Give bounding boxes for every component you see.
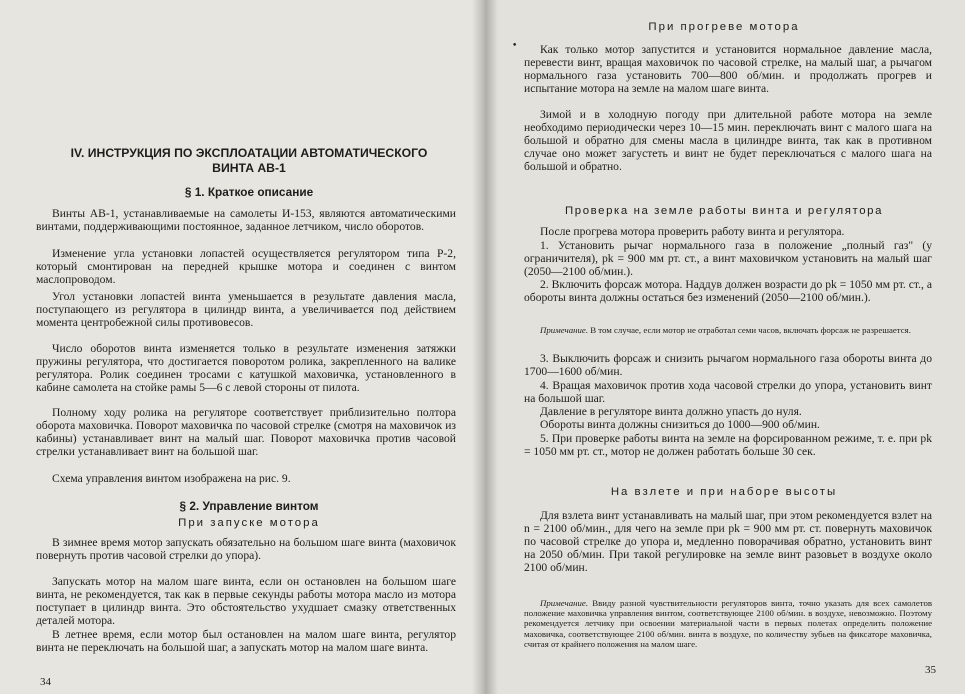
section1-paragraph: Полному ходу ролика на регуляторе соответствует приблизительно полтора оборота маховичка. Поворот маховичка по часовой стрелке (смотря на маховичок из кабины) устанавливает винт на малый шаг. Поворот маховичка против часовой стрелки устанавливает винт на большой шаг. (36, 406, 456, 458)
ground-check-paragraph: 5. При проверке работы винта на земле на форсированном режиме, т. е. при pk = 1050 мм рт. ст., мотор не должен работать больше 30 сек. (524, 432, 932, 458)
warmup-title: При прогреве мотора (648, 21, 800, 33)
chapter-title-line2: ВИНТА АВ-1 (212, 161, 286, 175)
ground-check-paragraph: После прогрева мотора проверить работу винта и регулятора. (540, 225, 845, 238)
takeoff-paragraph: Для взлета винт устанавливать на малый шаг, при этом рекомендуется взлет на n = 2100 об/мин., для чего на земле при pk = 900 мм рт. ст. повернуть маховичок по часовой стрелке до упора и, медленно поворачивая обратно, установить винт на 2050 об/мин. При такой регулировке на земле винт разовьет в воздухе около 2100 об/мин. (524, 509, 932, 574)
note-text: В том случае, если мотор не отработал семи часов, включать форсаж не разрешается. (590, 325, 911, 335)
note-text: Ввиду разной чувствительности регуляторов винта, точно указать для всех самолетов положение маховичка управления винтом, соответствующее 2100 об/мин. в воздухе, невозможно. Поэтому рекомендуется летчику при освоении материальной части в первых полетах определить положение маховичка, соответствующее 2100 об/мин. винта в воздухе, по количеству зубьев на фиксаторе маховичка, считая от крайнего положения на малом шаге. (524, 598, 932, 649)
right-page (484, 0, 965, 694)
note-lead: Примечание. (540, 325, 589, 335)
section1-paragraph: Угол установки лопастей винта уменьшается в результате давления масла, поступающего из регулятора в цилиндр винта, а увеличивается под действием момента центробежной силы противовесов. (36, 290, 456, 329)
section2-paragraph: В летнее время, если мотор был остановлен на малом шаге винта, регулятор винта не переключать на большой шаг, а запускать мотор на малом шаге винта. (36, 628, 456, 654)
ground-check-paragraph: Обороты винта должны снизиться до 1000—900 об/мин. (540, 418, 820, 431)
margin-dot: • (512, 41, 518, 51)
ground-check-paragraph: 4. Вращая маховичок против хода часовой стрелки до упора, установить винт на большой шаг. (524, 379, 932, 405)
section2-paragraph: В зимнее время мотор запускать обязательно на большом шаге винта (маховичок повернуть против часовой стрелки до упора). (36, 536, 456, 562)
takeoff-title: На взлете и при наборе высоты (610, 486, 838, 498)
section1-paragraph: Винты АВ-1, устанавливаемые на самолеты И-153, являются автоматическими винтами, поддерживающими постоянное, заданное летчиком, число оборотов. (36, 207, 456, 233)
section1-title: § 1. Краткое описание (184, 185, 314, 199)
warmup-paragraph: Как только мотор запустится и установится нормальное давление масла, перевести винт, вращая маховичок по часовой стрелке, на малый шаг, а рычагом нормального газа установить 700—800 об/мин. и продолжать прогрев и испытание мотора на земле на малом шаге винта. (524, 43, 932, 95)
note-forsage (524, 325, 932, 335)
ground-check-paragraph: 3. Выключить форсаж и снизить рычагом нормального газа обороты винта до 1700—1600 об/мин. (524, 352, 932, 378)
chapter-title (36, 146, 462, 176)
warmup-paragraph: Зимой и в холодную погоду при длительной работе мотора на земле необходимо периодически через 10—15 мин. переключать винт с малого шага на большой и обратно для смены масла в цилиндре винта, так как в противном случае оно может загустеть и винт не будет переключаться с малого шага на большой и обратно. (524, 108, 932, 173)
section1-paragraph: Число оборотов винта изменяется только в результате изменения затяжки пружины регулятора, что достигается поворотом ролика, закрепленного на валике регулятора. Ролик соединен тросами с катушкой маховичка, установленного в кабине самолета на стойке рамы 5—6 с левой стороны от пилота. (36, 342, 456, 394)
ground-check-paragraph: Давление в регуляторе винта должно упасть до нуля. (540, 405, 802, 418)
ground-check-title: Проверка на земле работы винта и регулятора (564, 205, 884, 217)
chapter-title-line1: IV. ИНСТРУКЦИЯ ПО ЭКСПЛОАТАЦИИ АВТОМАТИЧЕСКОГО (70, 146, 428, 160)
page-number-left: 34 (40, 676, 51, 688)
ground-check-paragraph: 2. Включить форсаж мотора. Наддув должен возрасти до pk = 1050 мм рт. ст., а обороты винта должны остаться без изменений (2050—2100 об/мин.). (524, 278, 932, 304)
ground-check-paragraph: 1. Установить рычаг нормального газа в положение „полный газ" (у ограничителя), pk = 900 мм рт. ст., а винт маховичком установить на малый шаг (2050—2100 об/мин.). (524, 239, 932, 278)
section1-paragraph: Изменение угла установки лопастей осуществляется регулятором типа Р-2, который смонтирован на передней крышке мотора и соединен с винтом маслопроводом. (36, 247, 456, 286)
subsection-start-title: При запуске мотора (178, 517, 320, 529)
note-handwheel (524, 598, 932, 649)
note-lead: Примечание. (540, 598, 589, 608)
page-number-right: 35 (925, 664, 936, 676)
section2-paragraph: Запускать мотор на малом шаге винта, если он остановлен на большом шаге винта, не рекомендуется, так как в первые секунды работы мотора масло из мотора поступает в цилиндр винта. Это обстоятельство ухудшает смазку ответственных деталей мотора. (36, 575, 456, 627)
section2-title: § 2. Управление винтом (179, 499, 319, 513)
section1-paragraph: Схема управления винтом изображена на рис. 9. (52, 472, 291, 485)
